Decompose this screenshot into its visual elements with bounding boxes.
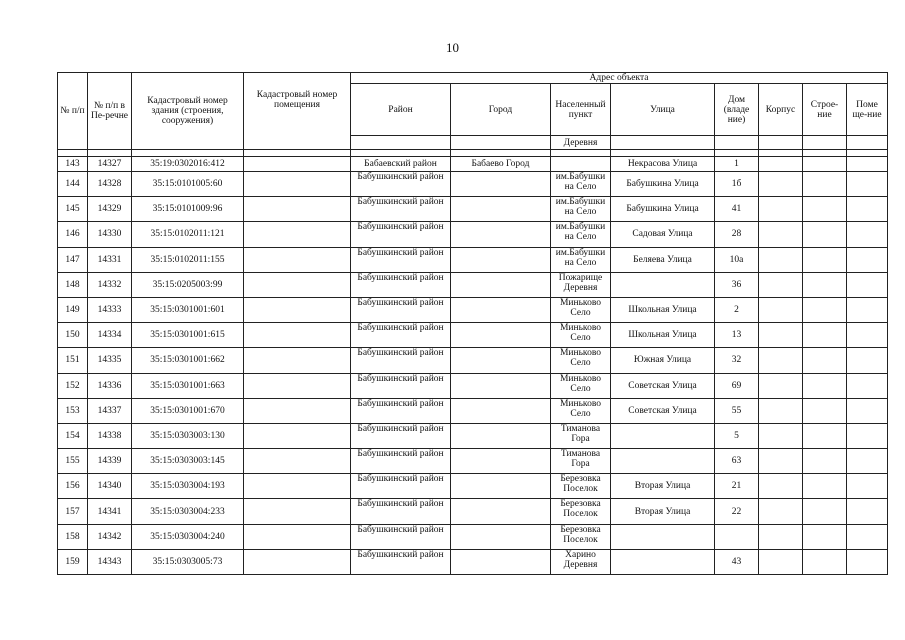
room-cadastral-number	[244, 524, 351, 549]
korpus-cell	[759, 348, 803, 373]
row-number: 156	[58, 474, 88, 499]
room-cadastral-number	[244, 157, 351, 172]
korpus-cell	[759, 524, 803, 549]
street-cell: Садовая Улица	[611, 222, 715, 247]
district-cell: Бабушкинский район	[351, 449, 451, 474]
table-row	[58, 272, 888, 297]
house-cell: 1б	[715, 172, 759, 197]
korpus-cell	[759, 499, 803, 524]
room-cadastral-number	[244, 297, 351, 322]
korpus-cell	[759, 549, 803, 574]
stroenie-cell	[803, 398, 847, 423]
pomeshenie-cell	[847, 348, 888, 373]
table-row	[58, 157, 888, 172]
pomeshenie-cell	[847, 157, 888, 172]
cadastral-number: 35:15:0301001:662	[132, 348, 244, 373]
table-row	[58, 449, 888, 474]
room-cadastral-number	[244, 499, 351, 524]
stroenie-cell	[803, 197, 847, 222]
row-number: 150	[58, 323, 88, 348]
stroenie-cell	[803, 157, 847, 172]
street-cell	[611, 272, 715, 297]
room-cadastral-number	[244, 323, 351, 348]
locality-cell: Миньково Село	[551, 323, 611, 348]
locality-cell: Березовка Поселок	[551, 499, 611, 524]
district-cell: Бабушкинский район	[351, 348, 451, 373]
table-row	[58, 524, 888, 549]
street-cell	[611, 449, 715, 474]
table-row	[58, 323, 888, 348]
city-cell	[451, 373, 551, 398]
row-number: 155	[58, 449, 88, 474]
stroenie-cell	[803, 373, 847, 398]
header-room: Поме ще-ние	[847, 84, 888, 136]
pomeshenie-cell	[847, 474, 888, 499]
pomeshenie-cell	[847, 524, 888, 549]
city-cell	[451, 423, 551, 448]
stroenie-cell	[803, 449, 847, 474]
district-cell: Бабаевский район	[351, 157, 451, 172]
pomeshenie-cell	[847, 247, 888, 272]
row-number: 149	[58, 297, 88, 322]
header-city: Город	[451, 84, 551, 136]
stroenie-cell	[803, 348, 847, 373]
pomeshenie-cell	[847, 272, 888, 297]
cadastral-number: 35:15:0303003:130	[132, 423, 244, 448]
house-cell: 2	[715, 297, 759, 322]
district-cell: Бабушкинский район	[351, 197, 451, 222]
pomeshenie-cell	[847, 423, 888, 448]
cadastral-number: 35:15:0102011:155	[132, 247, 244, 272]
locality-cell: Миньково Село	[551, 373, 611, 398]
house-cell: 55	[715, 398, 759, 423]
stroenie-cell	[803, 549, 847, 574]
locality-cell: Миньково Село	[551, 398, 611, 423]
table-row	[58, 247, 888, 272]
pomeshenie-cell	[847, 172, 888, 197]
district-cell: Бабушкинский район	[351, 272, 451, 297]
street-cell: Школьная Улица	[611, 297, 715, 322]
page-number: 10	[446, 40, 459, 55]
korpus-cell	[759, 474, 803, 499]
house-cell: 63	[715, 449, 759, 474]
street-cell: Советская Улица	[611, 398, 715, 423]
district-cell: Бабушкинский район	[351, 423, 451, 448]
list-number: 14333	[88, 297, 132, 322]
row-number: 145	[58, 197, 88, 222]
cadastral-number: 35:15:0301001:615	[132, 323, 244, 348]
cadastral-number: 35:15:0303004:233	[132, 499, 244, 524]
stroenie-cell	[803, 172, 847, 197]
city-cell	[451, 524, 551, 549]
list-number: 14337	[88, 398, 132, 423]
korpus-cell	[759, 449, 803, 474]
list-number: 14341	[88, 499, 132, 524]
pomeshenie-cell	[847, 449, 888, 474]
cadastral-number: 35:15:0101005:60	[132, 172, 244, 197]
korpus-cell	[759, 247, 803, 272]
locality-cell: Тиманова Гора	[551, 449, 611, 474]
stroenie-cell	[803, 499, 847, 524]
header-street: Улица	[611, 84, 715, 136]
city-cell	[451, 247, 551, 272]
pomeshenie-cell	[847, 323, 888, 348]
room-cadastral-number	[244, 172, 351, 197]
street-cell: Бабушкина Улица	[611, 197, 715, 222]
row-number: 153	[58, 398, 88, 423]
street-cell: Южная Улица	[611, 348, 715, 373]
district-cell: Бабушкинский район	[351, 297, 451, 322]
locality-cell: им.Бабушки на Село	[551, 197, 611, 222]
pomeshenie-cell	[847, 373, 888, 398]
locality-cell: им.Бабушки на Село	[551, 172, 611, 197]
korpus-cell	[759, 323, 803, 348]
header-district: Район	[351, 84, 451, 136]
list-number: 14334	[88, 323, 132, 348]
header-address: Адрес объекта	[351, 73, 888, 84]
house-cell: 5	[715, 423, 759, 448]
table-row	[58, 398, 888, 423]
table-row	[58, 373, 888, 398]
room-cadastral-number	[244, 398, 351, 423]
house-cell: 41	[715, 197, 759, 222]
house-cell: 22	[715, 499, 759, 524]
pomeshenie-cell	[847, 398, 888, 423]
pomeshenie-cell	[847, 549, 888, 574]
korpus-cell	[759, 297, 803, 322]
list-number: 14342	[88, 524, 132, 549]
korpus-cell	[759, 373, 803, 398]
row-number: 154	[58, 423, 88, 448]
row-number: 146	[58, 222, 88, 247]
street-cell: Советская Улица	[611, 373, 715, 398]
city-cell	[451, 172, 551, 197]
list-number: 14340	[88, 474, 132, 499]
district-cell: Бабушкинский район	[351, 323, 451, 348]
district-cell: Бабушкинский район	[351, 549, 451, 574]
list-number: 14335	[88, 348, 132, 373]
locality-cell: Миньково Село	[551, 297, 611, 322]
table-row	[58, 499, 888, 524]
house-cell: 28	[715, 222, 759, 247]
stroenie-cell	[803, 247, 847, 272]
locality-cell: Березовка Поселок	[551, 474, 611, 499]
city-cell	[451, 398, 551, 423]
register-table	[57, 72, 888, 575]
district-cell: Бабушкинский район	[351, 398, 451, 423]
room-cadastral-number	[244, 549, 351, 574]
room-cadastral-number	[244, 348, 351, 373]
room-cadastral-number	[244, 449, 351, 474]
cadastral-number: 35:19:0302016:412	[132, 157, 244, 172]
pomeshenie-cell	[847, 297, 888, 322]
city-cell	[451, 222, 551, 247]
row-number: 157	[58, 499, 88, 524]
room-cadastral-number	[244, 222, 351, 247]
korpus-cell	[759, 197, 803, 222]
list-number: 14331	[88, 247, 132, 272]
header-locality: Населенный пункт	[551, 84, 611, 136]
cadastral-number: 35:15:0301001:663	[132, 373, 244, 398]
city-cell	[451, 348, 551, 373]
house-cell	[715, 524, 759, 549]
row-number: 158	[58, 524, 88, 549]
row-number: 144	[58, 172, 88, 197]
street-cell: Вторая Улица	[611, 499, 715, 524]
cadastral-number: 35:15:0301001:601	[132, 297, 244, 322]
cadastral-number: 35:15:0102011:121	[132, 222, 244, 247]
table-row	[58, 172, 888, 197]
table-row	[58, 474, 888, 499]
room-cadastral-number	[244, 272, 351, 297]
city-cell	[451, 297, 551, 322]
korpus-cell	[759, 157, 803, 172]
list-number: 14327	[88, 157, 132, 172]
stroenie-cell	[803, 323, 847, 348]
street-cell: Беляева Улица	[611, 247, 715, 272]
table-row	[58, 423, 888, 448]
cadastral-number: 35:15:0301001:670	[132, 398, 244, 423]
pomeshenie-cell	[847, 197, 888, 222]
house-cell: 1	[715, 157, 759, 172]
table-row	[58, 297, 888, 322]
room-cadastral-number	[244, 423, 351, 448]
korpus-cell	[759, 272, 803, 297]
stroenie-cell	[803, 474, 847, 499]
street-cell	[611, 524, 715, 549]
cadastral-number: 35:15:0303004:240	[132, 524, 244, 549]
locality-cell: Пожарище Деревня	[551, 272, 611, 297]
city-cell: Бабаево Город	[451, 157, 551, 172]
house-cell: 10а	[715, 247, 759, 272]
header-list-num: № п/п в Пе-речне	[88, 73, 132, 150]
table-row	[58, 222, 888, 247]
street-cell	[611, 423, 715, 448]
room-cadastral-number	[244, 474, 351, 499]
city-cell	[451, 549, 551, 574]
table-row	[58, 348, 888, 373]
district-cell: Бабушкинский район	[351, 172, 451, 197]
header-cadastral-room: Кадастровый номер помещения	[244, 73, 351, 150]
header-building: Корпус	[759, 84, 803, 136]
korpus-cell	[759, 222, 803, 247]
header-cadastral-building: Кадастровый номер здания (строения, сооружения)	[132, 73, 244, 150]
list-number: 14330	[88, 222, 132, 247]
header-structure: Строе-ние	[803, 84, 847, 136]
list-number: 14338	[88, 423, 132, 448]
carryover-locality: Деревня	[551, 136, 611, 150]
korpus-cell	[759, 423, 803, 448]
list-number: 14332	[88, 272, 132, 297]
list-number: 14336	[88, 373, 132, 398]
row-number: 159	[58, 549, 88, 574]
row-number: 143	[58, 157, 88, 172]
district-cell: Бабушкинский район	[351, 222, 451, 247]
locality-cell: Миньково Село	[551, 348, 611, 373]
locality-cell	[551, 157, 611, 172]
district-cell: Бабушкинский район	[351, 524, 451, 549]
locality-cell: им.Бабушки на Село	[551, 222, 611, 247]
pomeshenie-cell	[847, 499, 888, 524]
street-cell: Некрасова Улица	[611, 157, 715, 172]
room-cadastral-number	[244, 247, 351, 272]
house-cell: 21	[715, 474, 759, 499]
locality-cell: Тиманова Гора	[551, 423, 611, 448]
row-number: 152	[58, 373, 88, 398]
cadastral-number: 35:15:0303003:145	[132, 449, 244, 474]
row-number: 151	[58, 348, 88, 373]
city-cell	[451, 197, 551, 222]
locality-cell: им.Бабушки на Село	[551, 247, 611, 272]
city-cell	[451, 323, 551, 348]
street-cell	[611, 549, 715, 574]
stroenie-cell	[803, 222, 847, 247]
cadastral-number: 35:15:0303004:193	[132, 474, 244, 499]
korpus-cell	[759, 172, 803, 197]
city-cell	[451, 474, 551, 499]
district-cell: Бабушкинский район	[351, 474, 451, 499]
stroenie-cell	[803, 524, 847, 549]
stroenie-cell	[803, 272, 847, 297]
row-number: 148	[58, 272, 88, 297]
city-cell	[451, 499, 551, 524]
stroenie-cell	[803, 423, 847, 448]
district-cell: Бабушкинский район	[351, 247, 451, 272]
district-cell: Бабушкинский район	[351, 499, 451, 524]
house-cell: 69	[715, 373, 759, 398]
house-cell: 13	[715, 323, 759, 348]
stroenie-cell	[803, 297, 847, 322]
street-cell: Бабушкина Улица	[611, 172, 715, 197]
city-cell	[451, 449, 551, 474]
street-cell: Школьная Улица	[611, 323, 715, 348]
locality-cell: Харино Деревня	[551, 549, 611, 574]
table-row	[58, 549, 888, 574]
list-number: 14339	[88, 449, 132, 474]
cadastral-number: 35:15:0101009:96	[132, 197, 244, 222]
list-number: 14328	[88, 172, 132, 197]
table-row	[58, 197, 888, 222]
district-cell: Бабушкинский район	[351, 373, 451, 398]
list-number: 14343	[88, 549, 132, 574]
header-num: № п/п	[58, 73, 88, 150]
header-house: Дом (владе ние)	[715, 84, 759, 136]
row-number: 147	[58, 247, 88, 272]
locality-cell: Березовка Поселок	[551, 524, 611, 549]
house-cell: 36	[715, 272, 759, 297]
korpus-cell	[759, 398, 803, 423]
pomeshenie-cell	[847, 222, 888, 247]
city-cell	[451, 272, 551, 297]
room-cadastral-number	[244, 373, 351, 398]
cadastral-number: 35:15:0303005:73	[132, 549, 244, 574]
house-cell: 32	[715, 348, 759, 373]
cadastral-number: 35:15:0205003:99	[132, 272, 244, 297]
house-cell: 43	[715, 549, 759, 574]
street-cell: Вторая Улица	[611, 474, 715, 499]
room-cadastral-number	[244, 197, 351, 222]
list-number: 14329	[88, 197, 132, 222]
